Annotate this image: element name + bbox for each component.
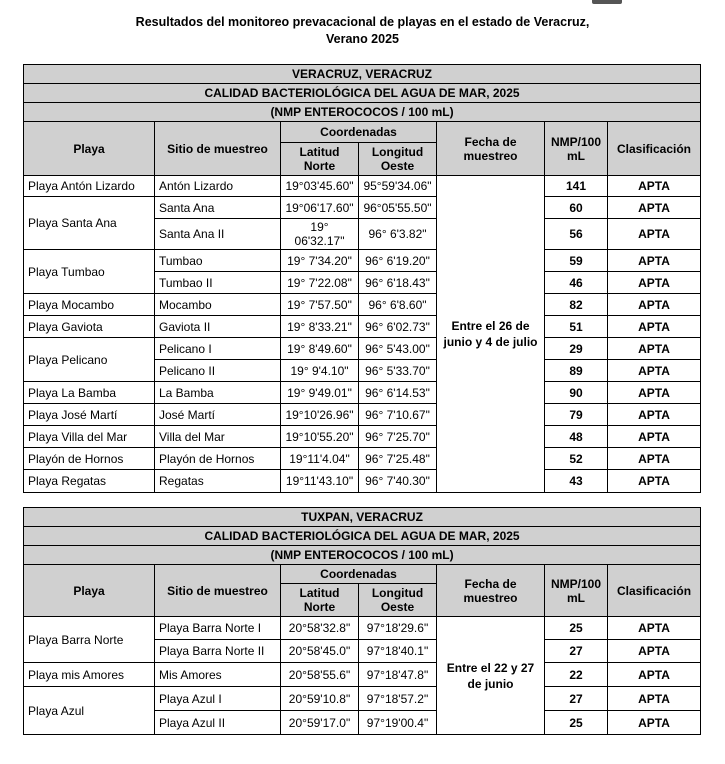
- latitud-cell: 19°10'55.20": [281, 426, 359, 448]
- playa-cell: Playa Villa del Mar: [24, 426, 155, 448]
- latitud-cell: 19° 7'34.20": [281, 250, 359, 272]
- latitud-cell: 20°59'17.0": [281, 711, 359, 735]
- title-line-1: Resultados del monitoreo prevacacional de playas en el estado de Veracruz,: [135, 15, 590, 29]
- region-header: TUXPAN, VERACRUZ: [24, 508, 701, 527]
- sitio-cell: Playa Barra Norte I: [155, 617, 281, 640]
- longitud-cell: 96° 6'14.53": [359, 382, 437, 404]
- table-row: [24, 663, 701, 687]
- playa-cell: Playa Pelicano: [24, 338, 155, 382]
- col-header-coordenadas: Coordenadas: [281, 122, 437, 143]
- veracruz-table-body: [24, 176, 701, 493]
- longitud-cell: 97°18'40.1": [359, 640, 437, 663]
- latitud-cell: 19° 8'49.60": [281, 338, 359, 360]
- nmp-cell: 90: [545, 382, 608, 404]
- longitud-cell: 96° 6'3.82": [359, 219, 437, 250]
- latitud-cell: 19° 7'57.50": [281, 294, 359, 316]
- table-row: [24, 176, 701, 197]
- sitio-cell: Antón Lizardo: [155, 176, 281, 197]
- sitio-cell: Pelicano II: [155, 360, 281, 382]
- longitud-cell: 97°18'47.8": [359, 663, 437, 687]
- nmp-cell: 89: [545, 360, 608, 382]
- nmp-cell: 56: [545, 219, 608, 250]
- latitud-cell: 19° 9'4.10": [281, 360, 359, 382]
- clasificacion-cell: APTA: [608, 316, 701, 338]
- sitio-cell: Mis Amores: [155, 663, 281, 687]
- longitud-cell: 97°18'57.2": [359, 687, 437, 711]
- longitud-cell: 96° 6'19.20": [359, 250, 437, 272]
- longitud-cell: 96° 6'8.60": [359, 294, 437, 316]
- clasificacion-cell: APTA: [608, 687, 701, 711]
- col-header-sitio: Sitio de muestreo: [155, 565, 281, 617]
- longitud-cell: 96° 5'43.00": [359, 338, 437, 360]
- quality-header: CALIDAD BACTERIOLÓGICA DEL AGUA DE MAR, 2025: [24, 84, 701, 103]
- latitud-cell: 19° 9'49.01": [281, 382, 359, 404]
- col-header-longitud: Longitud Oeste: [359, 584, 437, 617]
- longitud-cell: 96° 6'02.73": [359, 316, 437, 338]
- playa-cell: Playa mis Amores: [24, 663, 155, 687]
- nmp-cell: 25: [545, 711, 608, 735]
- region-header: VERACRUZ, VERACRUZ: [24, 65, 701, 84]
- table-row: [24, 448, 701, 470]
- clasificacion-cell: APTA: [608, 338, 701, 360]
- col-header-nmp: NMP/100 mL: [545, 565, 608, 617]
- clasificacion-cell: APTA: [608, 272, 701, 294]
- playa-cell: Playa Santa Ana: [24, 197, 155, 250]
- clasificacion-cell: APTA: [608, 640, 701, 663]
- table-row: [24, 404, 701, 426]
- tuxpan-results-table: [23, 507, 701, 735]
- longitud-cell: 96° 7'25.70": [359, 426, 437, 448]
- sitio-cell: Santa Ana: [155, 197, 281, 219]
- unit-header: (NMP ENTEROCOCOS / 100 mL): [24, 546, 701, 565]
- nmp-cell: 48: [545, 426, 608, 448]
- playa-cell: Playa Regatas: [24, 470, 155, 493]
- playa-cell: Playa Antón Lizardo: [24, 176, 155, 197]
- col-header-clasificacion: Clasificación: [608, 122, 701, 176]
- nmp-cell: 43: [545, 470, 608, 493]
- nmp-cell: 25: [545, 617, 608, 640]
- playa-cell: Playa Azul: [24, 687, 155, 735]
- table-row: [24, 197, 701, 219]
- nmp-cell: 27: [545, 687, 608, 711]
- col-header-fecha: Fecha de muestreo: [437, 565, 545, 617]
- table-row: [24, 617, 701, 640]
- col-header-nmp: NMP/100 mL: [545, 122, 608, 176]
- sitio-cell: Tumbao II: [155, 272, 281, 294]
- nmp-cell: 141: [545, 176, 608, 197]
- latitud-cell: 19° 8'33.21": [281, 316, 359, 338]
- clasificacion-cell: APTA: [608, 382, 701, 404]
- longitud-cell: 96° 7'40.30": [359, 470, 437, 493]
- clasificacion-cell: APTA: [608, 176, 701, 197]
- sitio-cell: José Martí: [155, 404, 281, 426]
- clasificacion-cell: APTA: [608, 663, 701, 687]
- clasificacion-cell: APTA: [608, 470, 701, 493]
- col-header-coordenadas: Coordenadas: [281, 565, 437, 584]
- table-row: [24, 382, 701, 404]
- col-header-playa: Playa: [24, 565, 155, 617]
- sitio-cell: Playón de Hornos: [155, 448, 281, 470]
- longitud-cell: 96° 7'10.67": [359, 404, 437, 426]
- title-line-2: Verano 2025: [326, 32, 399, 46]
- table-row: [24, 250, 701, 272]
- latitud-cell: 19°11'43.10": [281, 470, 359, 493]
- col-header-latitud: Latitud Norte: [281, 584, 359, 617]
- table-row: [24, 426, 701, 448]
- nmp-cell: 29: [545, 338, 608, 360]
- playa-cell: Playa Barra Norte: [24, 617, 155, 663]
- table-row: [24, 316, 701, 338]
- nmp-cell: 59: [545, 250, 608, 272]
- sitio-cell: Playa Azul II: [155, 711, 281, 735]
- playa-cell: Playón de Hornos: [24, 448, 155, 470]
- clasificacion-cell: APTA: [608, 360, 701, 382]
- latitud-cell: 19° 7'22.08": [281, 272, 359, 294]
- latitud-cell: 20°58'45.0": [281, 640, 359, 663]
- nmp-cell: 51: [545, 316, 608, 338]
- longitud-cell: 96° 7'25.48": [359, 448, 437, 470]
- sitio-cell: Playa Barra Norte II: [155, 640, 281, 663]
- latitud-cell: 19°11'4.04": [281, 448, 359, 470]
- table-row: [24, 687, 701, 711]
- latitud-cell: 19°10'26.96": [281, 404, 359, 426]
- latitud-cell: 19°06'17.60": [281, 197, 359, 219]
- sitio-cell: Pelicano I: [155, 338, 281, 360]
- nmp-cell: 82: [545, 294, 608, 316]
- longitud-cell: 96° 6'18.43": [359, 272, 437, 294]
- col-header-fecha: Fecha de muestreo: [437, 122, 545, 176]
- clasificacion-cell: APTA: [608, 448, 701, 470]
- sitio-cell: Gaviota II: [155, 316, 281, 338]
- clasificacion-cell: APTA: [608, 617, 701, 640]
- fecha-cell: Entre el 26 de junio y 4 de julio: [437, 176, 545, 493]
- col-header-latitud: Latitud Norte: [281, 143, 359, 176]
- col-header-sitio: Sitio de muestreo: [155, 122, 281, 176]
- longitud-cell: 95°59'34.06": [359, 176, 437, 197]
- latitud-cell: 19°03'45.60": [281, 176, 359, 197]
- longitud-cell: 96° 5'33.70": [359, 360, 437, 382]
- sitio-cell: La Bamba: [155, 382, 281, 404]
- clasificacion-cell: APTA: [608, 197, 701, 219]
- longitud-cell: 97°19'00.4": [359, 711, 437, 735]
- col-header-playa: Playa: [24, 122, 155, 176]
- sitio-cell: Villa del Mar: [155, 426, 281, 448]
- latitud-cell: 20°59'10.8": [281, 687, 359, 711]
- longitud-cell: 96°05'55.50": [359, 197, 437, 219]
- latitud-cell: 20°58'55.6": [281, 663, 359, 687]
- nmp-cell: 22: [545, 663, 608, 687]
- nmp-cell: 52: [545, 448, 608, 470]
- fecha-cell: Entre el 22 y 27 de junio: [437, 617, 545, 735]
- sitio-cell: Regatas: [155, 470, 281, 493]
- playa-cell: Playa Tumbao: [24, 250, 155, 294]
- nmp-cell: 27: [545, 640, 608, 663]
- unit-header: (NMP ENTEROCOCOS / 100 mL): [24, 103, 701, 122]
- table-row: [24, 294, 701, 316]
- clasificacion-cell: APTA: [608, 711, 701, 735]
- col-header-longitud: Longitud Oeste: [359, 143, 437, 176]
- page-title: [0, 14, 725, 48]
- header-logo-fragment: [592, 0, 622, 4]
- latitud-cell: 20°58'32.8": [281, 617, 359, 640]
- sitio-cell: Mocambo: [155, 294, 281, 316]
- nmp-cell: 60: [545, 197, 608, 219]
- sitio-cell: Playa Azul I: [155, 687, 281, 711]
- nmp-cell: 79: [545, 404, 608, 426]
- clasificacion-cell: APTA: [608, 219, 701, 250]
- latitud-cell: 19° 06'32.17": [281, 219, 359, 250]
- sitio-cell: Tumbao: [155, 250, 281, 272]
- sitio-cell: Santa Ana II: [155, 219, 281, 250]
- longitud-cell: 97°18'29.6": [359, 617, 437, 640]
- table-row: [24, 470, 701, 493]
- tuxpan-table-body: [24, 617, 701, 735]
- clasificacion-cell: APTA: [608, 250, 701, 272]
- clasificacion-cell: APTA: [608, 294, 701, 316]
- nmp-cell: 46: [545, 272, 608, 294]
- veracruz-results-table: [23, 64, 701, 493]
- playa-cell: Playa Mocambo: [24, 294, 155, 316]
- playa-cell: Playa La Bamba: [24, 382, 155, 404]
- col-header-clasificacion: Clasificación: [608, 565, 701, 617]
- clasificacion-cell: APTA: [608, 404, 701, 426]
- table-row: [24, 338, 701, 360]
- playa-cell: Playa Gaviota: [24, 316, 155, 338]
- playa-cell: Playa José Martí: [24, 404, 155, 426]
- clasificacion-cell: APTA: [608, 426, 701, 448]
- quality-header: CALIDAD BACTERIOLÓGICA DEL AGUA DE MAR, 2025: [24, 527, 701, 546]
